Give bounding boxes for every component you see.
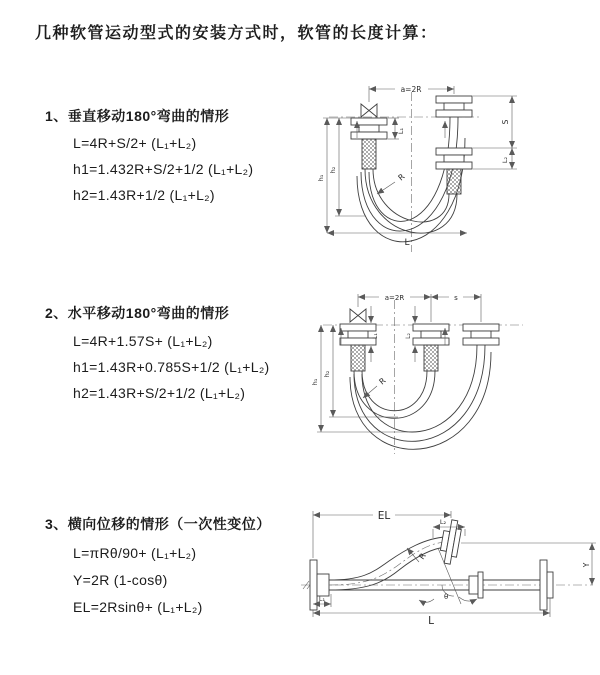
left-fitting xyxy=(351,118,387,169)
h1-label: h₁ xyxy=(311,378,319,386)
radius-label: R xyxy=(417,551,428,562)
effective-length-label: EL xyxy=(377,510,391,522)
h2-label: h₂ xyxy=(323,370,331,378)
middle-fitting xyxy=(413,324,449,371)
formula: h1=1.432R+S/2+1/2 (L₁+L₂) xyxy=(73,161,254,177)
fitting-right-label: L₂ xyxy=(439,518,447,526)
formula: Y=2R (1-cosθ) xyxy=(73,572,168,588)
page-title: 几种软管运动型式的安装方式时，软管的长度计算： xyxy=(35,25,438,42)
section-3-heading: 3、横向位移的情形（一次性变位） xyxy=(45,516,271,532)
length-label: L xyxy=(404,238,410,248)
section-2-formulas xyxy=(73,328,270,406)
theta-label: θ xyxy=(444,593,449,601)
formula: L=4R+S/2+ (L₁+L₂) xyxy=(73,135,197,151)
valve-icon xyxy=(350,309,366,322)
radius-label: R xyxy=(396,172,407,183)
section-2-heading: 2、水平移动180°弯曲的情形 xyxy=(45,305,230,321)
right-fitting-lower xyxy=(436,148,472,194)
h1-label: h₁ xyxy=(317,174,325,182)
span-label: a=2R xyxy=(384,294,405,302)
fitting-left-label: L₁ xyxy=(372,333,379,339)
section-1-formulas xyxy=(73,130,253,208)
formula: EL=2Rsinθ+ (L₁+L₂) xyxy=(73,599,203,615)
right-fitting-upper xyxy=(436,96,472,117)
formula: h2=1.43R+1/2 (L₁+L₂) xyxy=(73,187,215,203)
shift-label: s xyxy=(454,294,458,302)
h2-label: h₂ xyxy=(329,166,337,174)
right-fitting xyxy=(463,324,499,345)
length-label: L xyxy=(428,615,434,627)
valve-icon xyxy=(361,104,377,117)
formula: h1=1.43R+0.785S+1/2 (L₁+L₂) xyxy=(73,359,270,375)
dimensions xyxy=(317,85,517,248)
displaced-hose xyxy=(329,537,447,590)
stroke-label: S xyxy=(501,119,510,125)
fitting-mid-label: L₂ xyxy=(405,333,412,339)
section-1-heading: 1、垂直移动180°弯曲的情形 xyxy=(45,108,230,124)
diagram-horizontal-180-bend xyxy=(303,282,595,460)
formula: L=4R+1.57S+ (L₁+L₂) xyxy=(73,333,213,349)
fitting-left-label: L₁ xyxy=(318,595,326,603)
formula: L=πRθ/90+ (L₁+L₂) xyxy=(73,545,197,561)
section-3-formulas xyxy=(73,540,203,621)
offset-label: Y xyxy=(582,562,591,568)
diagram-vertical-180-bend xyxy=(307,76,595,258)
fitting-left-label: L₁ xyxy=(397,127,405,135)
left-fitting xyxy=(340,324,376,371)
diagram-lateral-displacement xyxy=(293,498,600,650)
span-label: a=2R xyxy=(400,85,422,94)
radius-label: R xyxy=(377,376,388,387)
fitting-right-label: L₂ xyxy=(501,156,509,164)
formula: h2=1.43R+S/2+1/2 (L₁+L₂) xyxy=(73,385,246,401)
